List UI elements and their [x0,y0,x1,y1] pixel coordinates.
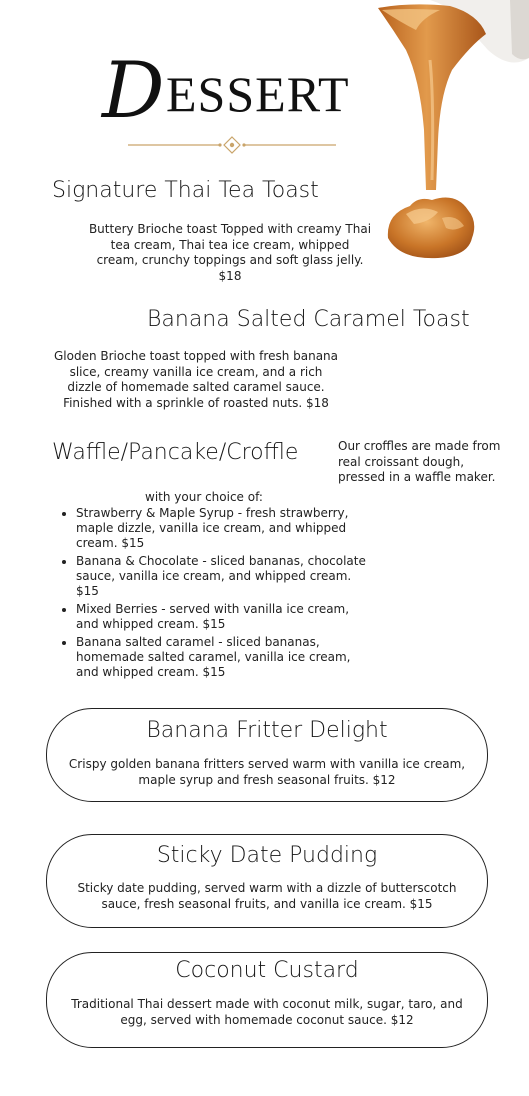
title-initial: D [102,46,165,136]
list-item: • Mixed Berries - served with vanilla ice cream, and whipped cream. $15 [76,602,368,632]
item-description: Sticky date pudding, served warm with a dizzle of butterscotch sauce, fresh seasonal fruits, and vanilla ice cream. $15 [77,881,457,911]
title-rest: ESSERT [166,66,350,122]
page-title [96,46,396,136]
list-item: • Strawberry & Maple Syrup - fresh strawberry, maple dizzle, vanilla ice cream, and whipped cream. $15 [76,506,368,551]
ornament-divider [128,136,336,154]
item-name: Sticky Date Pudding [156,843,378,868]
list-item: • Banana & Chocolate - sliced bananas, chocolate sauce, vanilla ice cream, and whipped cream. $15 [76,554,368,599]
waffle-options-list [52,506,368,683]
item-name: Signature Thai Tea Toast [52,178,319,203]
waffle-note: Our croffles are made from real croissant dough, pressed in a waffle maker. [338,439,501,484]
list-item: • Banana salted caramel - sliced bananas, homemade salted caramel, vanilla ice cream, and whipped cream. $15 [76,635,368,680]
waffle-intro: with your choice of: [145,490,263,504]
item-description: Crispy golden banana fritters served warm with vanilla ice cream, maple syrup and fresh seasonal fruits. $12 [68,757,466,787]
item-description: Buttery Brioche toast Topped with creamy Thai tea cream, Thai tea ice cream, whipped cream, crunchy toppings and soft glass jelly. $18 [88,222,372,283]
waffle-heading: Waffle/Pancake/Croffle [52,440,299,465]
item-description: Gloden Brioche toast topped with fresh banana slice, creamy vanilla ice cream, and a rich dizzle of homemade salted caramel sauce. Finished with a sprinkle of roasted nuts. $18 [54,349,339,410]
item-name: Coconut Custard [175,958,359,983]
item-name: Banana Fritter Delight [146,718,388,743]
item-description: Traditional Thai dessert made with coconut milk, sugar, taro, and egg, served with homemade coconut sauce. $12 [71,997,463,1027]
item-name: Banana Salted Caramel Toast [147,307,470,332]
